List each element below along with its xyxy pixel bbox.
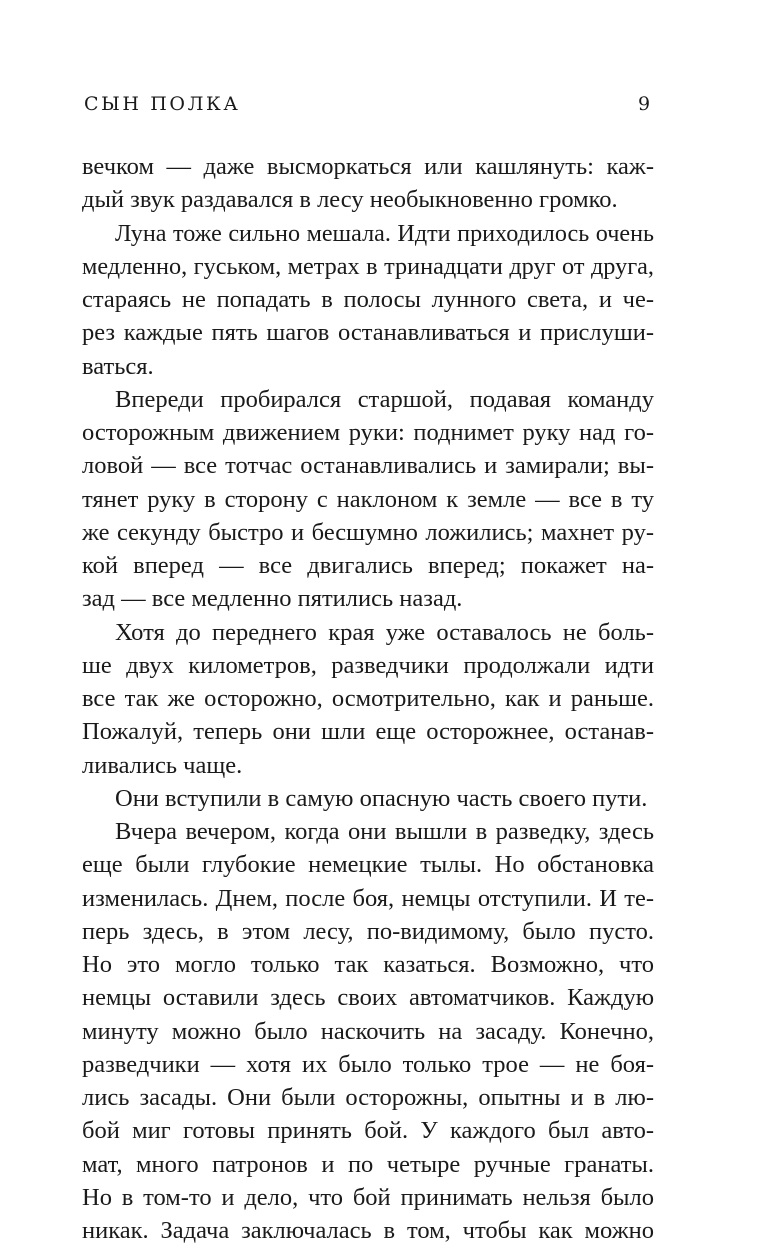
text-line: бой миг готовы принять бой. У каждого был авто- xyxy=(82,1117,654,1145)
text-line: минуту можно было наскочить на засаду. Конечно, xyxy=(82,1017,654,1045)
text-line: медленно, гуськом, метрах в тринадцати друг от друга, xyxy=(82,252,654,280)
text-line: стараясь не попадать в полосы лунного света, и че- xyxy=(82,286,654,313)
text-line: ливались чаще. xyxy=(82,751,243,779)
text-line: кой вперед — все двигались вперед; покажет на- xyxy=(82,552,654,579)
text-line: перь здесь, в этом лесу, по-видимому, было пусто. xyxy=(82,917,654,945)
text-line: ваться. xyxy=(82,352,154,380)
text-line: Вчера вечером, когда они вышли в разведку, здесь xyxy=(115,818,654,845)
text-line: изменилась. Днем, после боя, немцы отступили. И те- xyxy=(82,884,654,912)
text-line: Впереди пробирался старшой, подавая команду xyxy=(115,385,654,413)
text-line: Хотя до переднего края уже оставалось не боль- xyxy=(115,618,654,646)
text-line: Но в том-то и дело, что бой принимать нельзя было xyxy=(82,1183,654,1211)
text-line: зад — все медленно пятились назад. xyxy=(82,585,463,613)
text-line: немцы оставили здесь своих автоматчиков. Каждую xyxy=(82,984,654,1012)
text-line: тянет руку в сторону с наклоном к земле — все в ту xyxy=(82,485,654,513)
running-title: СЫН ПОЛКА xyxy=(84,93,241,115)
text-line: вечком — даже высморкаться или кашлянуть: каж- xyxy=(82,153,654,180)
text-line: разведчики — хотя их было только трое — не боя- xyxy=(82,1050,654,1078)
text-line: ловой — все тотчас останавливались и замирали; вы- xyxy=(82,452,654,480)
body-text xyxy=(82,150,654,1247)
text-line: ше двух километров, разведчики продолжали идти xyxy=(82,651,654,679)
text-line: лись засады. Они были осторожны, опытны и в лю- xyxy=(82,1084,654,1111)
text-line: Пожалуй, теперь они шли еще осторожнее, останав- xyxy=(82,718,654,746)
text-line: мат, много патронов и по четыре ручные гранаты. xyxy=(82,1150,654,1178)
text-line: все так же осторожно, осмотрительно, как и раньше. xyxy=(82,685,654,712)
text-line: никак. Задача заключалась в том, чтобы как можно xyxy=(82,1217,654,1244)
page-number: 9 xyxy=(638,93,651,115)
text-line: Но это могло только так казаться. Возможно, что xyxy=(82,951,654,978)
text-line: осторожным движением руки: поднимет руку над го- xyxy=(82,419,654,446)
text-line: Они вступили в самую опасную часть своего пути. xyxy=(115,784,648,812)
text-line: дый звук раздавался в лесу необыкновенно громко. xyxy=(82,186,618,214)
text-line: рез каждые пять шагов останавливаться и прислуши- xyxy=(82,319,654,347)
text-line: еще были глубокие немецкие тылы. Но обстановка xyxy=(82,851,654,879)
text-line: же секунду быстро и бесшумно ложились; махнет ру- xyxy=(82,518,654,546)
text-line: Луна тоже сильно мешала. Идти приходилось очень xyxy=(115,219,654,247)
